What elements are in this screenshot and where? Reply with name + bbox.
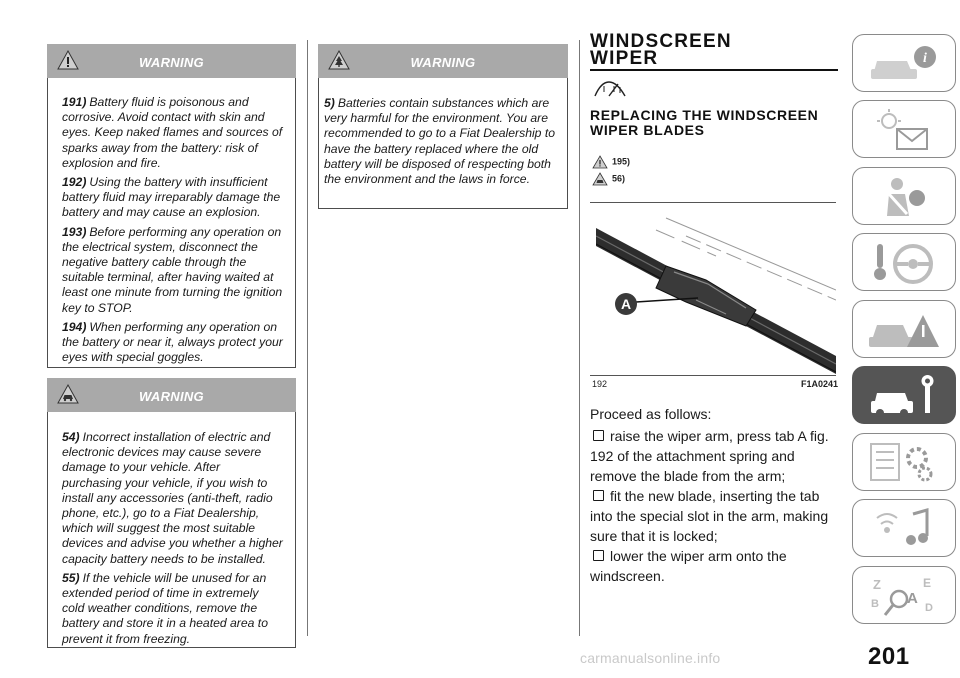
figure-top-rule: [590, 202, 836, 203]
warning-item: 5) Batteries contain substances which are very harmful for the environment. You are recommended to go to a Fiat Dealership to have the battery replaced where the old battery will be disposed of respecting both the environment and the laws in force.: [324, 96, 556, 187]
seatbelt-airbag-icon: [867, 174, 943, 220]
car-warning-icon: [592, 172, 608, 186]
warning-item: 193) Before performing any operation on the electrical system, disconnect the negative battery cable through the suitable terminal, after having waited at least one minute from turning the ignition key to STOP.: [62, 224, 283, 315]
warning-title: WARNING: [410, 55, 476, 70]
warning-item: 55) If the vehicle will be unused for an extended period of time in extremely cold weather conditions, remove the battery and store it in a heated area to prevent it from freezing.: [62, 570, 268, 646]
warning-title: WARNING: [139, 55, 204, 70]
procedure-text: [590, 404, 840, 586]
tab-multimedia[interactable]: [852, 499, 956, 557]
subsection-title: REPLACING THE WINDSCREEN WIPER BLADES: [590, 107, 819, 138]
svg-text:E: E: [923, 576, 932, 590]
page-number: 201: [868, 643, 910, 670]
warning-triangle-icon: [592, 155, 608, 169]
warning-item: 191) Battery fluid is poisonous and corrosive. Avoid contact with skin and eyes. Keep naked flames and sources of sparks away from the battery: risk of explosion and fire.: [62, 95, 283, 170]
tab-starting-driving[interactable]: [852, 233, 956, 291]
figure-code: F1A0241: [800, 379, 838, 389]
svg-text:i: i: [923, 51, 927, 66]
car-info-icon: [867, 41, 943, 87]
figure-callout-label: A: [620, 296, 632, 312]
warning-lights-message-icon: [867, 107, 943, 153]
car-breakdown-icon: [867, 307, 943, 353]
warning-box: [318, 78, 568, 209]
watermark: carmanualsonline.info: [580, 650, 721, 666]
multimedia-music-icon: [867, 506, 943, 552]
figure-bottom-rule: [590, 375, 836, 376]
key-steering-wheel-icon: [867, 240, 943, 286]
checkbox-bullet-icon: [593, 430, 604, 441]
reference-note: 195): [592, 155, 630, 169]
column-divider: [579, 40, 580, 636]
warning-item: 54) Incorrect installation of electric and electronic devices may cause severe damage to your vehicle. After purchasing your vehicle, if you wish to install any accessories (anti-theft, radio phone, etc.), go to a Fiat Dealership, which will suggest the most suitable devices and advise you whether a higher capacity battery needs to be installed.: [62, 430, 283, 566]
warning-item: 194) When performing any operation on the battery or near it, always protect your eyes with special goggles.: [62, 319, 283, 365]
car-maintenance-wrench-icon: [867, 373, 943, 419]
procedure-step: raise the wiper arm, press tab A fig. 192 of the attachment spring and remove the blade from the arm;: [590, 428, 829, 484]
svg-text:D: D: [925, 602, 933, 614]
tab-index[interactable]: [852, 566, 956, 624]
warning-box: [47, 412, 296, 648]
procedure-step: fit the new blade, inserting the tab into the special slot in the arm, making sure that it is locked;: [590, 488, 829, 544]
section-rule: [590, 69, 838, 71]
wiper-symbol-icon: [592, 78, 628, 100]
warning-header: [47, 44, 296, 78]
column-divider: [307, 40, 308, 636]
svg-text:Z: Z: [873, 577, 881, 592]
checkbox-bullet-icon: [593, 550, 604, 561]
tab-warning-lights[interactable]: [852, 100, 956, 158]
svg-text:A: A: [907, 590, 918, 607]
tab-emergency[interactable]: [852, 300, 956, 358]
tab-safety[interactable]: [852, 167, 956, 225]
checkbox-bullet-icon: [593, 490, 604, 501]
reference-note: 56): [592, 172, 625, 186]
warning-title: WARNING: [139, 389, 204, 404]
wiper-blade-figure: [596, 214, 836, 374]
section-title: WINDSCREEN WIPER: [590, 31, 732, 69]
index-a-z-search-icon: [867, 573, 943, 619]
tab-maintenance[interactable]: [852, 366, 956, 424]
svg-text:B: B: [871, 598, 879, 610]
tab-car-info[interactable]: [852, 34, 956, 92]
warning-item: 192) Using the battery with insufficient battery fluid may irreparably damage the battery and may cause an explosion.: [62, 175, 281, 220]
warning-header: [47, 378, 296, 412]
technical-data-gears-icon: [867, 440, 943, 486]
warning-header: [318, 44, 568, 78]
figure-number: 192: [592, 379, 608, 389]
tab-technical-data[interactable]: [852, 433, 956, 491]
procedure-step: lower the wiper arm onto the windscreen.: [590, 548, 787, 584]
warning-box: [47, 78, 296, 368]
procedure-intro: Proceed as follows:: [590, 406, 712, 422]
